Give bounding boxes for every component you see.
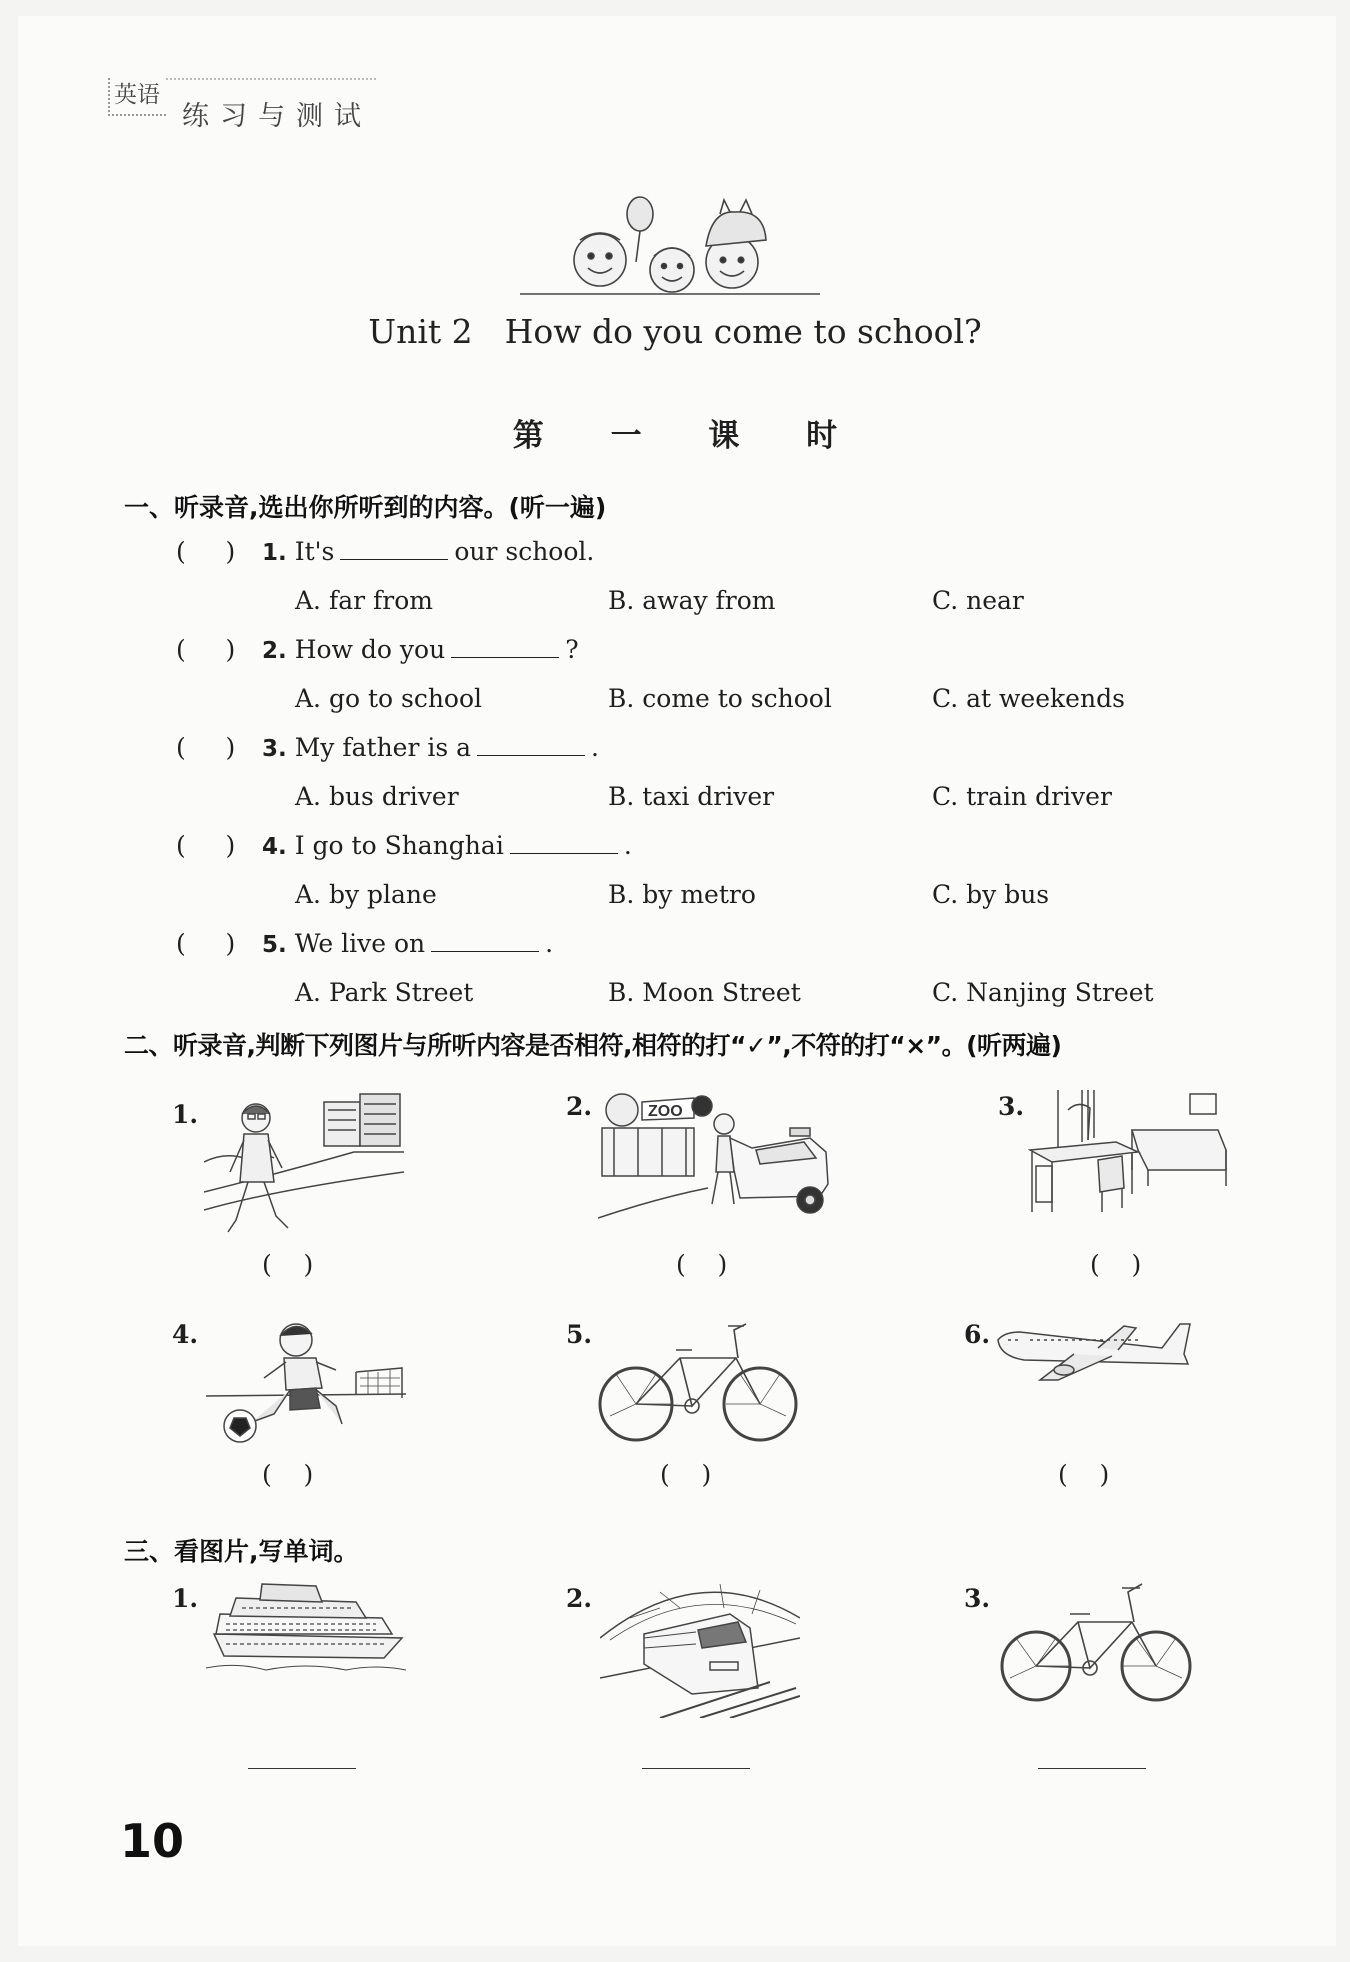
question-number: 5. [262, 932, 287, 958]
option-a[interactable]: A. Park Street [295, 978, 474, 1007]
picture-number: 3. [964, 1584, 991, 1613]
zoo-taxi-illustration [598, 1088, 830, 1238]
question-number: 3. [262, 736, 287, 762]
kids-decoration-illustration [520, 190, 820, 302]
answer-paren[interactable]: ( ) [176, 733, 236, 762]
answer-paren[interactable]: ( ) [1090, 1250, 1142, 1279]
airplane-illustration [994, 1318, 1198, 1398]
picture-number: 5. [566, 1320, 593, 1349]
answer-paren[interactable]: ( ) [262, 1250, 314, 1279]
option-b[interactable]: B. taxi driver [608, 782, 775, 811]
answer-paren[interactable]: ( ) [262, 1460, 314, 1489]
answer-line[interactable] [248, 1768, 356, 1769]
option-a[interactable]: A. by plane [295, 880, 437, 909]
answer-paren[interactable]: ( ) [676, 1250, 728, 1279]
bicycle-illustration [994, 1578, 1198, 1708]
picture-number: 4. [172, 1320, 199, 1349]
answer-line[interactable] [1038, 1768, 1146, 1769]
option-b[interactable]: B. come to school [608, 684, 832, 713]
section1-heading: 一、听录音,选出你所听到的内容。(听一遍) [124, 493, 607, 522]
answer-paren[interactable]: ( ) [176, 635, 236, 664]
page-number: 10 [120, 1814, 185, 1868]
picture-number: 1. [172, 1584, 199, 1613]
option-c[interactable]: C. near [932, 586, 1024, 615]
lesson-title: 第 一 课 时 [512, 418, 866, 454]
subject-label: 英语 [108, 78, 166, 116]
answer-paren[interactable]: ( ) [176, 831, 236, 860]
book-title: 练习与测试 [182, 101, 372, 132]
picture-number: 3. [998, 1092, 1025, 1121]
unit-question-title: How do you come to school? [504, 312, 982, 351]
unit-label: Unit 2 [368, 312, 473, 351]
question-number: 1. [262, 540, 287, 566]
picture-number: 1. [172, 1100, 199, 1129]
football-boy-illustration [206, 1318, 406, 1448]
question-text: It's [294, 537, 335, 566]
answer-line[interactable] [642, 1768, 750, 1769]
fill-blank[interactable] [340, 539, 448, 560]
header-divider [166, 78, 376, 80]
option-c[interactable]: C. by bus [932, 880, 1050, 909]
picture-number: 6. [964, 1320, 991, 1349]
fill-blank[interactable] [477, 735, 585, 756]
bedroom-desk-illustration [1028, 1090, 1230, 1220]
section2-heading: 二、听录音,判断下列图片与所听内容是否相符,相符的打“✓”,不符的打“×”。(听两遍) [124, 1031, 1062, 1060]
metro-train-illustration [600, 1578, 800, 1718]
answer-paren[interactable]: ( ) [660, 1460, 712, 1489]
question-text: My father is a [294, 733, 472, 762]
unit-title [0, 312, 1350, 351]
zoo-sign-text: ZOO [648, 1103, 683, 1120]
question-text: I go to Shanghai [294, 831, 504, 860]
option-a[interactable]: A. go to school [295, 684, 483, 713]
option-b[interactable]: B. Moon Street [608, 978, 801, 1007]
picture-number: 2. [566, 1584, 593, 1613]
question-text: How do you [294, 635, 446, 664]
option-b[interactable]: B. away from [608, 586, 776, 615]
answer-paren[interactable]: ( ) [176, 537, 236, 566]
walking-boy-illustration [204, 1092, 404, 1242]
fill-blank[interactable] [510, 833, 618, 854]
question-text: We live on [294, 929, 426, 958]
option-c[interactable]: C. Nanjing Street [932, 978, 1154, 1007]
question-text-end: . [623, 831, 632, 860]
option-a[interactable]: A. bus driver [295, 782, 459, 811]
question-number: 4. [262, 834, 287, 860]
option-c[interactable]: C. at weekends [932, 684, 1125, 713]
option-b[interactable]: B. by metro [608, 880, 756, 909]
bicycle-illustration [596, 1318, 800, 1448]
answer-paren[interactable]: ( ) [1058, 1460, 1110, 1489]
fill-blank[interactable] [451, 637, 559, 658]
ship-illustration [206, 1578, 406, 1678]
question-text-end: our school. [454, 537, 595, 566]
question-text-end: ? [565, 635, 579, 664]
question-text-end: . [591, 733, 599, 762]
option-a[interactable]: A. far from [295, 586, 433, 615]
option-c[interactable]: C. train driver [932, 782, 1112, 811]
section3-heading: 三、看图片,写单词。 [124, 1537, 359, 1566]
answer-paren[interactable]: ( ) [176, 929, 236, 958]
picture-number: 2. [566, 1092, 593, 1121]
fill-blank[interactable] [431, 931, 539, 952]
question-number: 2. [262, 638, 287, 664]
question-text-end: . [545, 929, 554, 958]
